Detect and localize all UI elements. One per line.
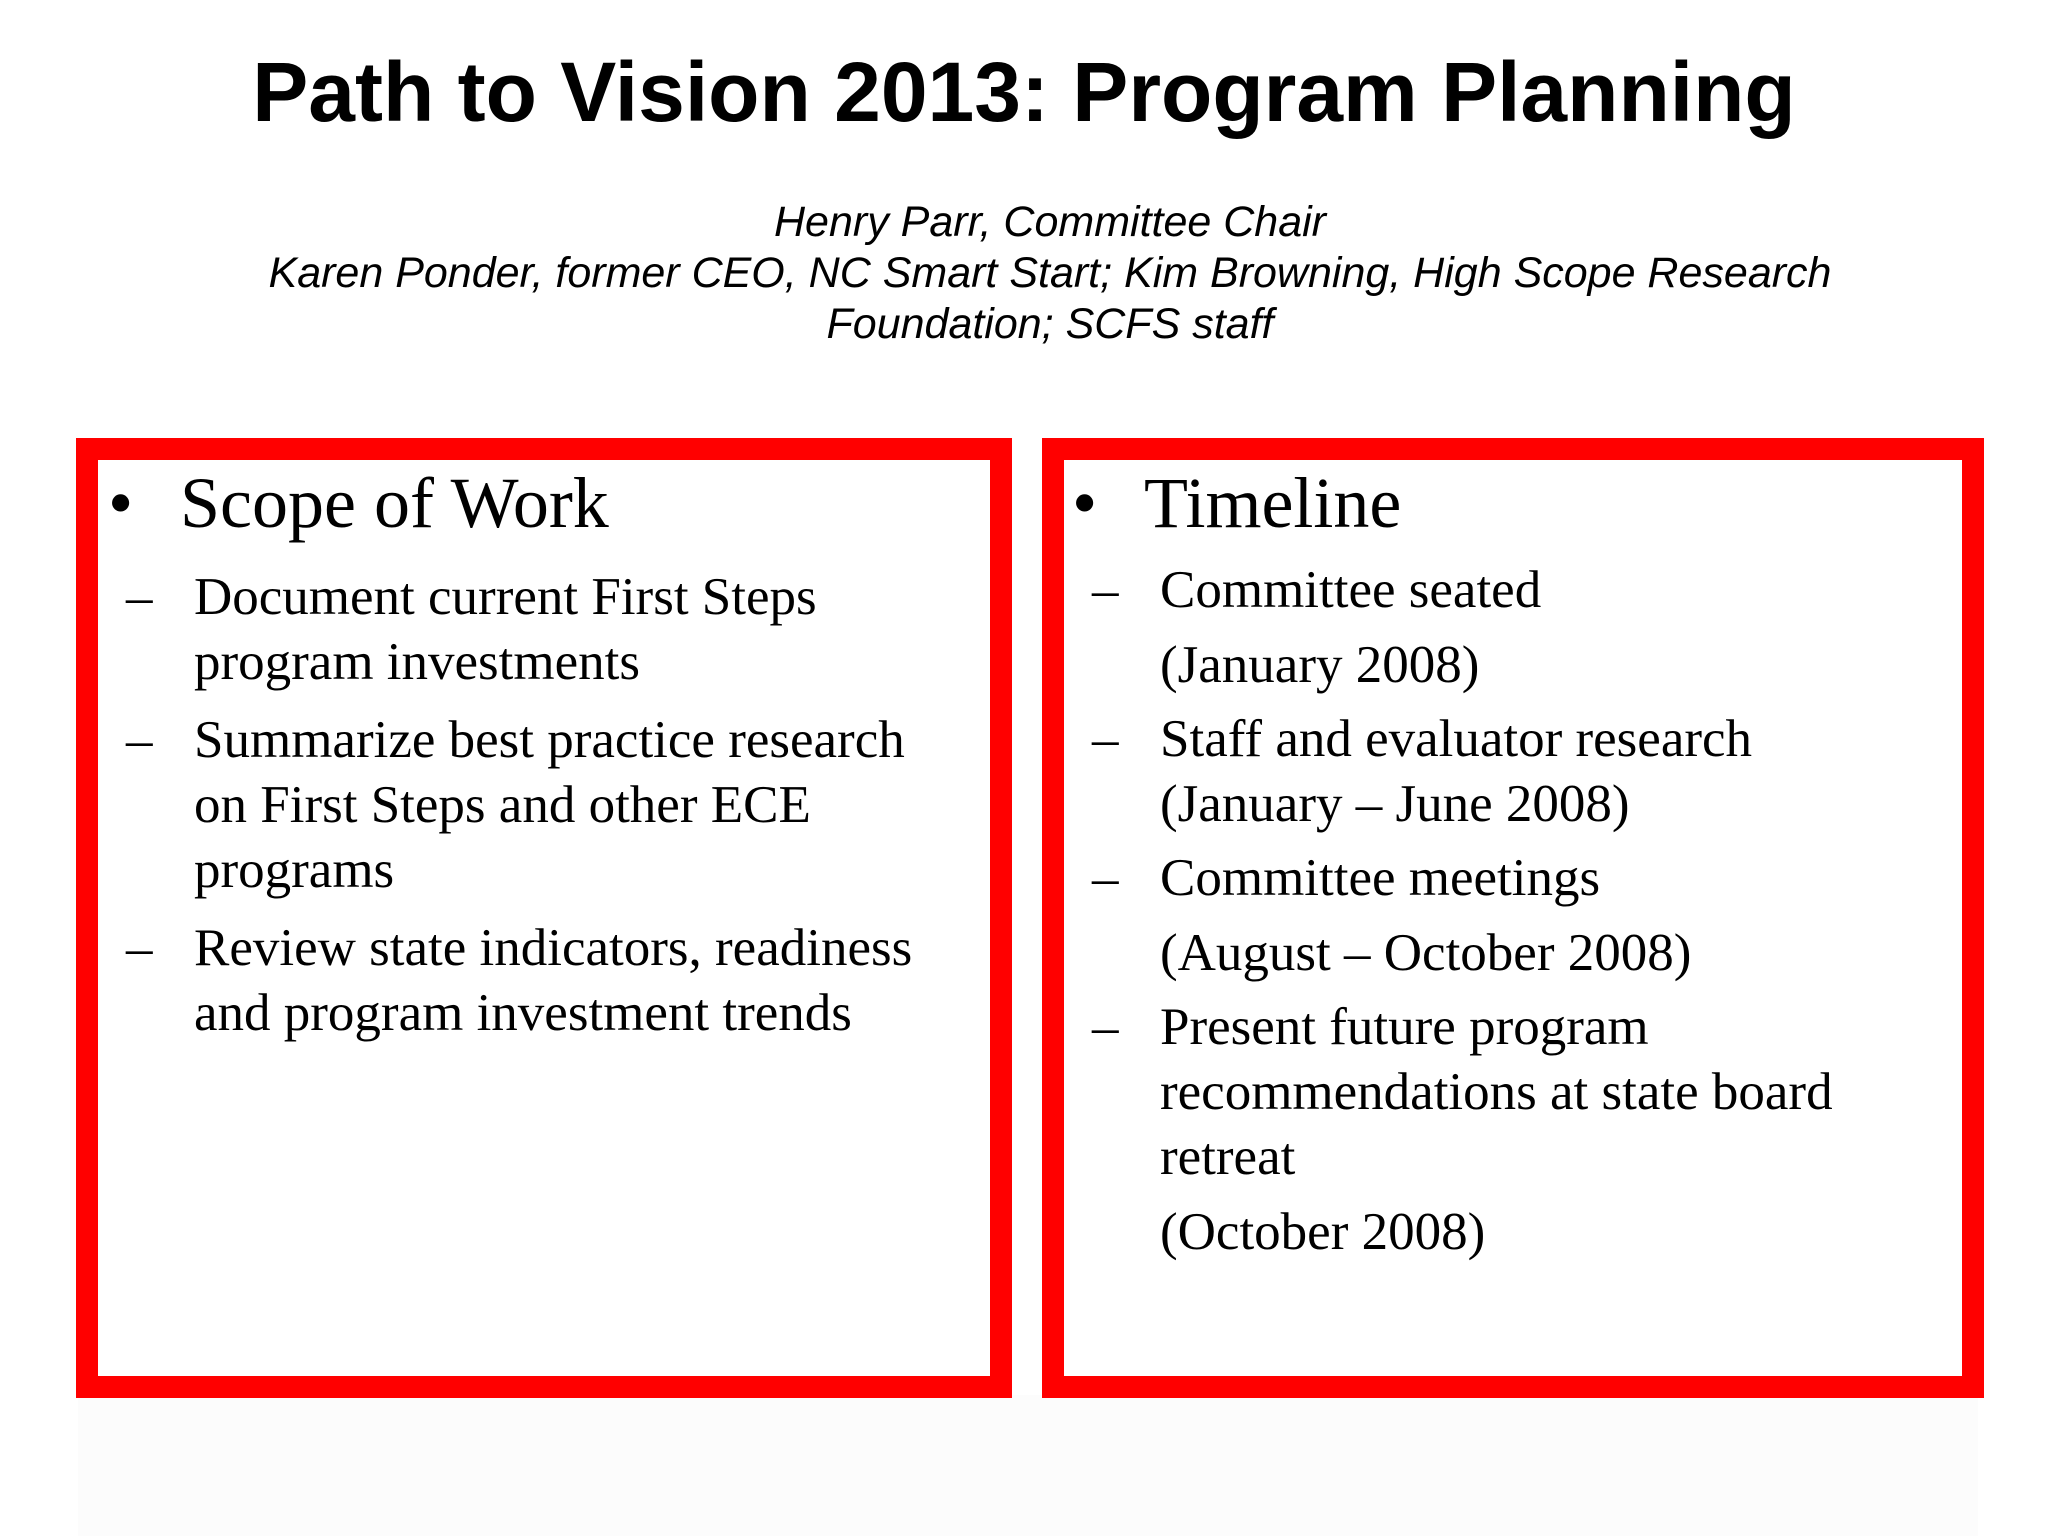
timeline-item xyxy=(1092,707,1952,837)
timeline-item xyxy=(1092,558,1952,698)
timeline-bullet: • xyxy=(1072,463,1098,543)
subtitle-line-contributors: Karen Ponder, former CEO, NC Smart Start; Kim Browning, High Scope Research xyxy=(268,249,1832,297)
timeline-item-date: (August – October 2008) xyxy=(1160,924,1692,982)
dash: – xyxy=(126,919,153,977)
dash: – xyxy=(126,711,153,769)
scope-item-text: Document current First Steps program investments xyxy=(194,568,817,691)
dash: – xyxy=(1092,849,1119,907)
scope-item xyxy=(126,565,966,695)
timeline-heading xyxy=(1072,462,1401,544)
slide-title: Path to Vision 2013: Program Planning xyxy=(252,45,1796,139)
timeline-item-text: Present future program recommendations at state board retreat xyxy=(1160,998,1833,1186)
timeline-item-date: (January 2008) xyxy=(1160,636,1480,694)
subtitle-line-chair: Henry Parr, Committee Chair xyxy=(774,198,1326,246)
scope-item xyxy=(126,916,966,1046)
dash: – xyxy=(1092,561,1119,619)
timeline-heading-text: Timeline xyxy=(1144,463,1402,543)
timeline-item-date: (January – June 2008) xyxy=(1160,775,1630,833)
subtitle-line-contributors-cont: Foundation; SCFS staff xyxy=(826,300,1274,348)
timeline-list xyxy=(1092,558,1952,1274)
timeline-item xyxy=(1092,995,1952,1265)
timeline-item-text: Committee seated xyxy=(1160,561,1542,619)
scope-list xyxy=(126,565,966,1059)
scope-item-text: Review state indicators, readiness and program investment trends xyxy=(194,919,913,1042)
timeline-item-date: (October 2008) xyxy=(1160,1203,1486,1261)
bottom-shade xyxy=(78,1395,1978,1536)
scope-heading xyxy=(108,462,609,544)
dash: – xyxy=(1092,710,1119,768)
dash: – xyxy=(1092,998,1119,1056)
timeline-item-text: Staff and evaluator research xyxy=(1160,710,1753,768)
scope-item-text: Summarize best practice research on First Steps and other ECE programs xyxy=(194,711,905,899)
timeline-item xyxy=(1092,846,1952,986)
subtitle xyxy=(140,197,1960,350)
dash: – xyxy=(126,568,153,626)
scope-bullet: • xyxy=(108,463,134,543)
scope-heading-text: Scope of Work xyxy=(180,463,609,543)
scope-item xyxy=(126,708,966,903)
timeline-item-text: Committee meetings xyxy=(1160,849,1601,907)
